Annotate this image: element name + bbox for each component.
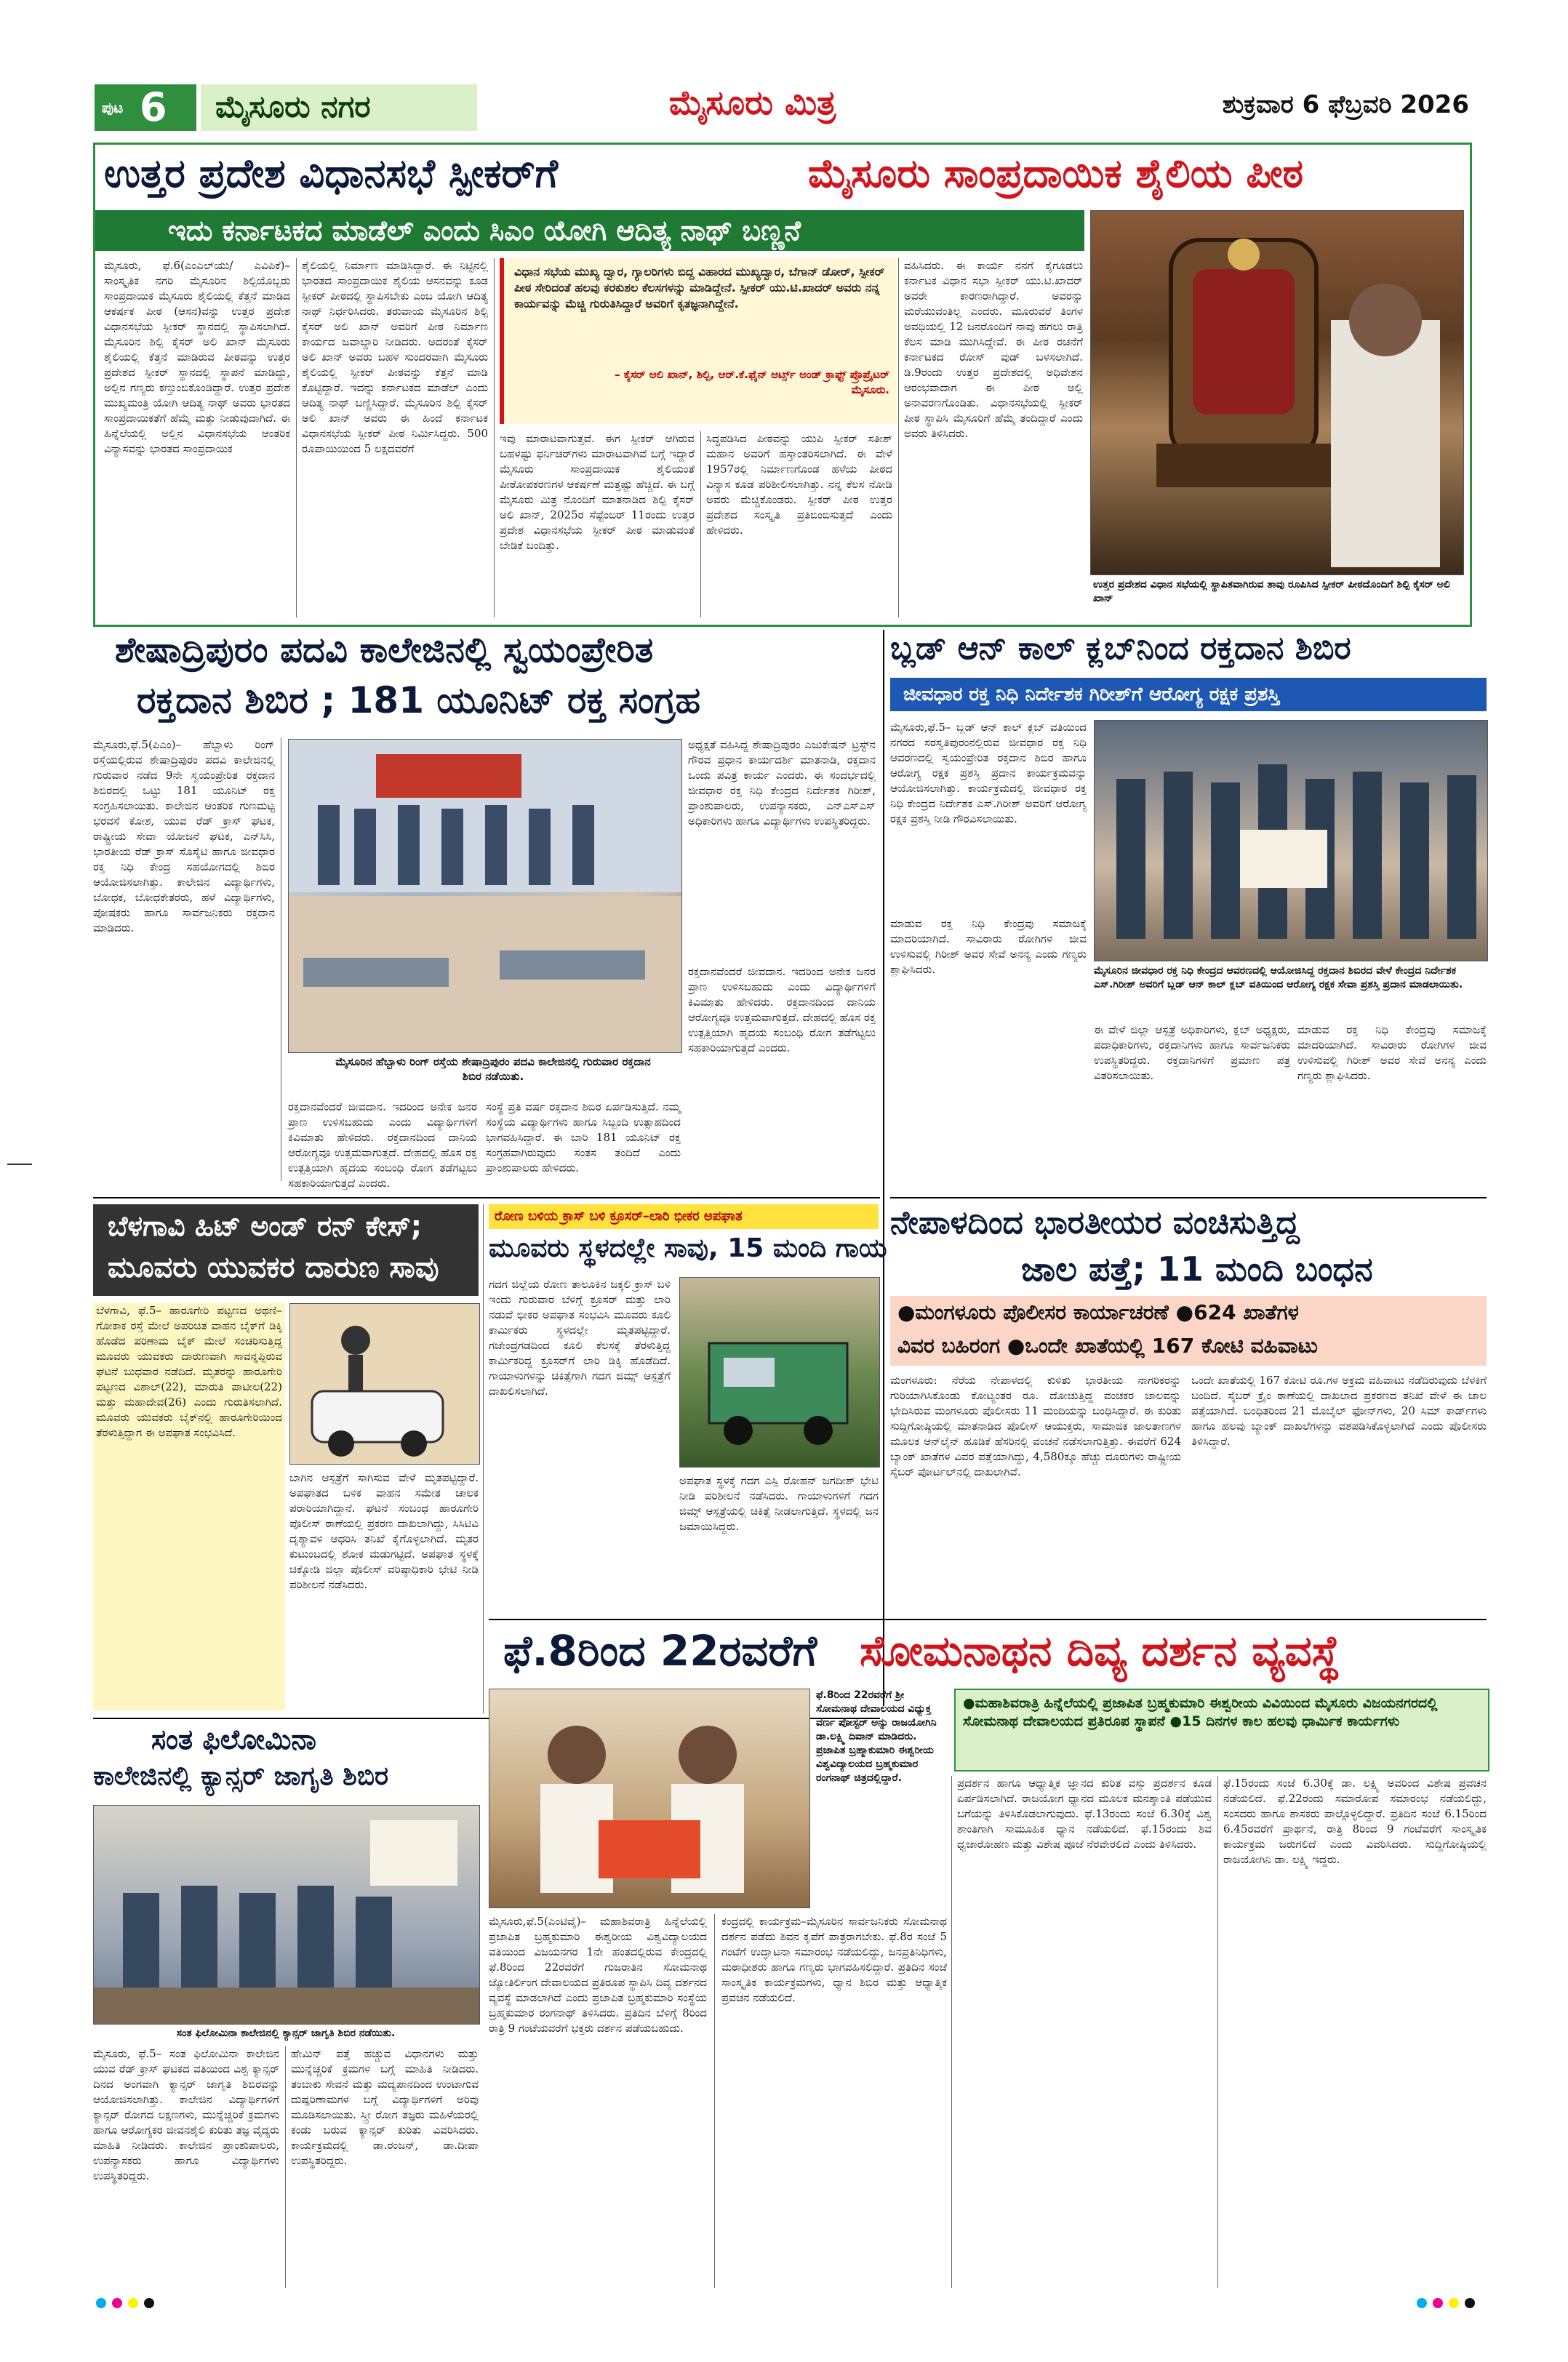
registration-marks-right	[1417, 2298, 1482, 2310]
page-number: 6	[140, 84, 167, 130]
philomena-story	[93, 1724, 479, 2291]
philomena-headline-1: ಸಂತ ಫಿಲೋಮಿನಾ	[151, 1724, 316, 1756]
blood-club-caption: ಮೈಸೂರಿನ ಜೀವಧಾರ ರಕ್ತ ನಿಧಿ ಕೇಂದ್ರದ ಆವರಣದಲ್ಲಿ ಆಯೋಜಿಸಿದ್ದ ರಕ್ತದಾನ ಶಿಬಿರದ ವೇಳೆ ಕೇಂದ್ರದ ನಿರ್ದೇಶಕ ಎಸ್.ಗಿರೀಶ್ ಅವರಿಗೆ ಬ್ಲಡ್ ಆನ್ ಕಾಲ್ ಕ್ಲಬ್ ವತಿಯಿಂದ ಆರೋಗ್ಯ ರಕ್ಷಕ ಸೇವಾ ಪ್ರಶಸ್ತಿ ಪ್ರದಾನ ಮಾಡಲಾಯಿತು.	[1094, 965, 1463, 990]
lead-col-2: ಶೈಲಿಯಲ್ಲಿ ನಿರ್ಮಾಣ ಮಾಡಿಸಿದ್ದಾರೆ. ಈ ನಿಟ್ಟಿನಲ್ಲಿ ಭಾರತದ ಸಾಂಪ್ರದಾಯಿಕ ಶೈಲಿಯ ಆಸನವನ್ನು ಕೂಡ ಸ್ಪೀಕರ್ ಪೀಠದಲ್ಲಿ ಸ್ಥಾಪಿಸಬೇಕು ಎಂಬ ಯೋಗಿ ಆದಿತ್ಯ ನಾಥ್ ನಿರ್ಧರಿಸಿದರು. ತರುವಾಯ ಮೈಸೂರಿನ ಶಿಲ್ಪಿ ಕೈಸರ್ ಅಲಿ ಖಾನ್ ಅವರಿಗೆ ಪೀಠ ನಿರ್ಮಾಣ ಕಾರ್ಯದ ಜವಾಬ್ದಾರಿ ನೀಡಿದರು. ಅದರಂತೆ ಕೈಸರ್ ಅಲಿ ಖಾನ್ ಅವರು ಬಹಳ ಸುಂದರವಾಗಿ ಮೈಸೂರು ಶೈಲಿಯಲ್ಲಿ ಸ್ಪೀಕರ್ ಪೀಠವನ್ನು ಕೆತ್ತನೆ ಮಾಡಿ ಕೊಟ್ಟಿದ್ದಾರೆ. ಇದನ್ನು ಕರ್ನಾಟಕದ ಮಾಡೆಲ್ ಎಂದು ಆದಿತ್ಯ ನಾಥ್ ಬಣ್ಣಿಸಿದ್ದಾರೆ. ಮೈಸೂರಿನ ಶಿಲ್ಪಿ ಕೈಸರ್ ಅಲಿ ಖಾನ್ ಅವರು ಈ ಹಿಂದೆ ಕರ್ನಾಟಕ ವಿಧಾನಸಭೆಯ ಸ್ಪೀಕರ್ ಪೀಠ ನಿರ್ಮಿಸಿದ್ದರು. 500 ರೂಪಾಯಿಯಿಂದ 5 ಲಕ್ಷದವರೆಗೆ	[302, 259, 488, 455]
blood-camp-story	[93, 630, 877, 1190]
column-rule	[700, 431, 701, 617]
cyan-dot	[96, 2298, 106, 2308]
blood-camp-headline-2: ರಕ್ತದಾನ ಶಿಬಿರ ; 181 ಯೂನಿಟ್ ರಕ್ತ ಸಂಗ್ರಹ	[137, 679, 701, 721]
column-rule	[483, 1204, 484, 1713]
magenta-dot	[112, 2298, 122, 2308]
lead-story	[93, 143, 1472, 627]
lorry-crash	[680, 1278, 879, 1467]
speaker-chair-photo	[1090, 210, 1464, 575]
lorry-photo-caption: ಅಪಘಾತ ಸ್ಥಳಕ್ಕೆ ಗದಗ ಎಸ್ಪಿ ರೋಹನ್ ಜಗದೀಶ್ ಭೇಟಿ ನೀಡಿ ಪರಿಶೀಲನೆ ನಡೆಸಿದರು. ಗಾಯಾಳುಗಳಿಗೆ ಗದಗ ಜಿಮ್ಸ್ ಆಸ್ಪತ್ರೆಯಲ್ಲಿ ಚಿಕಿತ್ಸೆ ನೀಡಲಾಗುತ್ತಿದೆ. ಸ್ಥಳದಲ್ಲಿ ಜನ ಜಮಾಯಿಸಿದ್ದರು.	[679, 1474, 879, 1533]
philomena-col-1: ಮೈಸೂರು, ಫೆ.5– ಸಂತ ಫಿಲೋಮಿನಾ ಕಾಲೇಜಿನ ಯುವ ರೆಡ್ ಕ್ರಾಸ್ ಘಟಕದ ವತಿಯಿಂದ ವಿಶ್ವ ಕ್ಯಾನ್ಸರ್ ದಿನದ ಅಂಗವಾಗಿ ಕ್ಯಾನ್ಸರ್ ಜಾಗೃತಿ ಶಿಬಿರವನ್ನು ಆಯೋಜಿಸಲಾಗಿತ್ತು. ಕಾಲೇಜಿನ ವಿದ್ಯಾರ್ಥಿಗಳಿಗೆ ಕ್ಯಾನ್ಸರ್ ರೋಗದ ಲಕ್ಷಣಗಳು, ಮುನ್ನೆಚ್ಚರಿಕೆ ಕ್ರಮಗಳು ಹಾಗೂ ಆರೋಗ್ಯಕರ ಜೀವನಶೈಲಿ ಕುರಿತು ತಜ್ಞ ವೈದ್ಯರು ಮಾಹಿತಿ ನೀಡಿದರು. ಕಾಲೇಜಿನ ಪ್ರಾಂಶುಪಾಲರು, ಉಪನ್ಯಾಸಕರು ಹಾಗೂ ವಿದ್ಯಾರ್ಥಿಗಳು ಉಪಸ್ಥಿತರಿದ್ದರು.	[93, 2047, 279, 2182]
nepal-bullets	[890, 1296, 1487, 1366]
registration-marks-left	[96, 2298, 161, 2310]
column-rule	[285, 2046, 286, 2288]
philomena-headline-2: ಕಾಲೇಜಿನಲ್ಲಿ ಕ್ಯಾನ್ಸರ್ ಜಾಗೃತಿ ಶಿಬಿರ	[93, 1761, 389, 1791]
lead-headline	[95, 145, 1470, 207]
blood-club-subhead-text: ಜೀವಧಾರ ರಕ್ತ ನಿಧಿ ನಿರ್ದೇಶಕ ಗಿರೀಶ್‌ಗೆ ಆರೋಗ್ಯ ರಕ್ಷಕ ಪ್ರಶಸ್ತಿ	[903, 684, 1280, 705]
section-label	[201, 84, 477, 131]
philomena-caption: ಸಂತ ಫಿಲೋಮಿನಾ ಕಾಲೇಜಿನಲ್ಲಿ ಕ್ಯಾನ್ಸರ್ ಜಾಗೃತಿ ಶಿಬಿರ ನಡೆಯಿತು.	[176, 2027, 396, 2039]
blood-camp-scene	[289, 740, 681, 1052]
paper-name: ಮೈಸೂರು ಮಿತ್ರ	[669, 83, 836, 122]
column-rule	[951, 1776, 952, 2288]
philomena-scene	[94, 1806, 479, 2024]
pull-quote-text: ವಿಧಾನ ಸಭೆಯ ಮುಖ್ಯ ದ್ವಾರ, ಗ್ಯಾಲರಿಗಳು ಬಿದ್ದ ವಿಹಾರದ ಮುಖ್ಯದ್ವಾರ, ಬೆಗಾನ್ ಡೋರ್, ಸ್ಪೀಕರ್ ಪೀಠ ಸೇರಿದಂತೆ ಹಲವು ಕರಕುಶಲ ಕೆಲಸಗಳನ್ನು ಮಾಡಿದ್ದೇನೆ. ಸ್ಪೀಕರ್ ಯು.ಟಿ.ಖಾದರ್ ಅವರು ನನ್ನ ಕಾರ್ಯವನ್ನು ಮೆಚ್ಚಿ ಗುರುತಿಸಿದ್ದಾರೆ ಅವರಿಗೆ ಕೃತಜ್ಞನಾಗಿದ್ದೇನೆ.	[514, 265, 885, 311]
masthead	[73, 81, 1491, 137]
lorry-tag	[489, 1204, 879, 1229]
column-rule	[898, 258, 899, 617]
page-number-box	[95, 84, 196, 131]
lead-col-1: ಮೈಸೂರು, ಫೆ.6(ಎಂಎಲ್‌ಯು/ ಎವಿಪಿಕೆ)– ಸಾಂಸ್ಕೃತಿಕ ನಗರಿ ಮೈಸೂರಿನ ಶಿಲ್ಪಿಯೊಬ್ಬರು ಸಾಂಪ್ರದಾಯಿಕ ಮೈಸೂರು ಶೈಲಿಯಲ್ಲಿ ಕೆತ್ತನೆ ಮಾಡಿದ ಆಕರ್ಷಕ ಪೀಠ (ಆಸನ)ವನ್ನು ಉತ್ತರ ಪ್ರದೇಶ ವಿಧಾನಸಭೆಯ ಸ್ಪೀಕರ್ ಸ್ಥಾನದಲ್ಲಿ ಸ್ಥಾಪಿಸಲಾಗಿದೆ. ಮೈಸೂರಿನ ಶಿಲ್ಪಿ ಕೈಸರ್ ಅಲಿ ಖಾನ್ ಮೈಸೂರು ಶೈಲಿಯಲ್ಲಿ ಕೆತ್ತನೆ ಮಾಡಿರುವ ಪೀಠವನ್ನು ಉತ್ತರ ಪ್ರದೇಶದ ಸ್ಪೀಕರ್ ಸ್ಥಾನದಲ್ಲಿ ಸ್ಥಾಪನೆ ಮಾಡಿದ್ದು, ಅಲ್ಲಿನ ಗಣ್ಯರು ಕಣ್ತುಂಬಿಕೊಂಡಿದ್ದಾರೆ. ಉತ್ತರ ಪ್ರದೇಶ ಮುಖ್ಯಮಂತ್ರಿ ಯೋಗಿ ಆದಿತ್ಯ ನಾಥ್ ಅವರು ಭಾರತದ ಸಾಂಪ್ರದಾಯಿಕತೆಗೆ ಹೆಮ್ಮೆ ಮತ್ತು ನೀಡುವುದಾಗಿದೆ. ಈ ಹಿನ್ನೆಲೆಯಲ್ಲಿ ಅಲ್ಲಿನ ವಿಧಾನಸಭೆಯ ಆಂತರಿಕ ವಿನ್ಯಾಸವನ್ನು ಭಾರತದ ಸಾಂಪ್ರದಾಯಿಕ	[104, 259, 290, 455]
nepal-story	[890, 1197, 1487, 1612]
philomena-col-2: ಹೇಮಿನ್ ಪತ್ತೆ ಹಚ್ಚುವ ವಿಧಾನಗಳು ಮತ್ತು ಮುನ್ನೆಚ್ಚರಿಕೆ ಕ್ರಮಗಳ ಬಗ್ಗೆ ಮಾಹಿತಿ ನೀಡಿದರು. ತಂಬಾಕು ಸೇವನೆ ಮತ್ತು ಮದ್ಯಪಾನದಿಂದ ಉಂಟಾಗುವ ದುಷ್ಪರಿಣಾಮಗಳ ಬಗ್ಗೆ ವಿದ್ಯಾರ್ಥಿಗಳಿಗೆ ಅರಿವು ಮೂಡಿಸಲಾಯಿತು. ಸ್ತ್ರೀ ರೋಗ ತಜ್ಞರು ಮಹಿಳೆಯರಲ್ಲಿ ಕಂಡು ಬರುವ ಕ್ಯಾನ್ಸರ್ ಕುರಿತು ವಿವರಿಸಿದರು. ಕಾರ್ಯಕ್ರಮದಲ್ಲಿ ಡಾ.ರಂಜನ್, ಡಾ.ದೀಪಾ ಉಪಸ್ಥಿತರಿದ್ದರು.	[291, 2047, 479, 2167]
belagavi-col-1: ಬೆಳಗಾವಿ, ಫೆ.5– ಹಾರೂಗೇರಿ ಪಟ್ಟಣದ ಅಥಣಿ–ಗೋಕಾಕ ರಸ್ತೆ ಮೇಲೆ ಅಪರಿಚಿತ ವಾಹನ ಬೈಕ್‌ಗೆ ಡಿಕ್ಕಿ ಹೊಡೆದ ಪರಿಣಾಮ ಬೈಕ್ ಮೇಲೆ ಸಂಚರಿಸುತ್ತಿದ್ದ ಮೂವರು ಯುವಕರು ದಾರುಣವಾಗಿ ಸಾವನ್ನಪ್ಪಿರುವ ಘಟನೆ ಬುಧವಾರ ನಡೆದಿದೆ. ಮೃತರನ್ನು ಹಾರೂಗೇರಿ ಪಟ್ಟಣದ ವಿಶಾಲ್(22), ಮಾರುತಿ ಪಾಟೀಲ(22) ಮತ್ತು ಮಹಾದೇವ(26) ಎಂದು ಗುರುತಿಸಲಾಗಿದೆ. ಮೂವರು ಯುವಕರು ಬೈಕ್‌ನಲ್ಲಿ ಹಾರೂಗೇರಿಯಿಂದ ತೆರಳುತ್ತಿದ್ದಾಗ ಈ ಅಪಘಾತ ಸಂಭವಿಸಿದೆ.	[93, 1303, 285, 1710]
issue-date: ಶುಕ್ರವಾರ 6 ಫೆಬ್ರವರಿ 2026	[1222, 90, 1469, 119]
speaker-chair-caption: ಉತ್ತರ ಪ್ರದೇಶದ ವಿಧಾನ ಸಭೆಯಲ್ಲಿ ಸ್ಥಾಪಿತವಾಗಿರುವ ತಾವು ರೂಪಿಸಿದ ಸ್ಪೀಕರ್ ಪೀಠದೊಂದಿಗೆ ಶಿಲ್ಪಿ ಕೈಸರ್ ಅಲಿ ಖಾನ್	[1093, 579, 1450, 604]
section-rule	[93, 1197, 880, 1198]
page-column-divider	[883, 630, 884, 1706]
nepal-headline-2: ಜಾಲ ಪತ್ತೆ; 11 ಮಂದಿ ಬಂಧನ	[1021, 1249, 1373, 1289]
belagavi-headline-1: ಬೆಳಗಾವಿ ಹಿಟ್ ಅಂಡ್ ರನ್ ಕೇಸ್;	[108, 1210, 423, 1242]
blood-club-col-1: ಮೈಸೂರು,ಫೆ.5– ಬ್ಲಡ್ ಆನ್ ಕಾಲ್ ಕ್ಲಬ್ ವತಿಯಿಂದ ನಗರದ ಸರಸ್ವತಿಪುರಂನಲ್ಲಿರುವ ಜೀವಧಾರ ರಕ್ತ ನಿಧಿ ಆವರಣದಲ್ಲಿ ಸ್ವಯಂಪ್ರೇರಿತ ರಕ್ತದಾನ ಶಿಬಿರ ಹಾಗೂ ಆರೋಗ್ಯ ರಕ್ಷಕ ಪ್ರಶಸ್ತಿ ಪ್ರದಾನ ಕಾರ್ಯಕ್ರಮವನ್ನು ಆಯೋಜಿಸಲಾಗಿತ್ತು. ಕಾರ್ಯಕ್ರಮದಲ್ಲಿ ಜೀವಧಾರ ರಕ್ತ ನಿಧಿ ಕೇಂದ್ರದ ನಿರ್ದೇಶಕ ಎಸ್.ಗಿರೀಶ್ ಅವರಿಗೆ ಆರೋಗ್ಯ ರಕ್ಷಕ ಪ್ರಶಸ್ತಿ ನೀಡಿ ಗೌರವಿಸಲಾಯಿತು.	[890, 721, 1087, 825]
lead-col-3: ಇವು ಮಾರಾಟವಾಗುತ್ತವೆ. ಈಗ ಸ್ಪೀಕರ್ ಆಗಿರುವ ಬಹಳಷ್ಟು ಫರ್ನಿಚರ್‌ಗಳು ಮಾರಾಟವಾಗಿವೆ ಬಗ್ಗೆ ಇದ್ದಾರೆ ಮೈಸೂರು ಸಾಂಪ್ರದಾಯಿಕ ಶೈಲಿಯಂತೆ ಪೀಠೋಪಕರಣಗಳ ಆಕರ್ಷಣೆ ಮತ್ತಷ್ಟು ಹೆಚ್ಚಿದೆ. ಈ ಬಗ್ಗೆ ಮೈಸೂರು ಮಿತ್ರ ನೊಂದಿಗೆ ಮಾತನಾಡಿದ ಶಿಲ್ಪಿ ಕೈಸರ್ ಅಲಿ ಖಾನ್, 2025ರ ಸೆಪ್ಟೆಂಬರ್ 11ರಂದು ಉತ್ತರ ಪ್ರದೇಶ ವಿಧಾನಸಭೆಯ ಸ್ಪೀಕರ್ ಪೀಠ ಮಾಡುವಂತೆ ಬೇಡಿಕೆ ಬಂದಿತ್ತು.	[500, 432, 695, 552]
blood-club-col-4: ಮಾಡುವ ರಕ್ತ ನಿಧಿ ಕೇಂದ್ರವು ಸಮಾಜಕ್ಕೆ ಮಾದರಿಯಾಗಿದೆ. ಸಾವಿರಾರು ರೋಗಿಗಳ ಜೀವ ಉಳಿಸುವಲ್ಲಿ ಗಿರೀಶ್ ಅವರ ಸೇವೆ ಅನನ್ಯ ಎಂದು ಗಣ್ಯರು ಶ್ಲಾಘಿಸಿದರು.	[1297, 1023, 1487, 1082]
nepal-headline-1: ನೇಪಾಳದಿಂದ ಭಾರತೀಯರ ವಂಚಿಸುತ್ತಿದ್ದ	[890, 1204, 1300, 1241]
press-meet-scene	[489, 1689, 809, 1907]
belagavi-headline-box	[93, 1204, 479, 1296]
blood-camp-photo	[288, 739, 682, 1053]
blood-camp-col-5: ರಕ್ತದಾನವೆಂದರೆ ಜೀವದಾನ. ಇದರಿಂದ ಅನೇಕ ಜನರ ಪ್ರಾಣ ಉಳಿಸಬಹುದು ಎಂದು ವಿದ್ಯಾರ್ಥಿಗಳಿಗೆ ಕಿವಿಮಾತು ಹೇಳಿದರು. ರಕ್ತದಾನದಿಂದ ದಾನಿಯ ಆರೋಗ್ಯವೂ ಉತ್ತಮವಾಗುತ್ತದೆ. ದೇಹದಲ್ಲಿ ಹೊಸ ರಕ್ತ ಉತ್ಪತ್ತಿಯಾಗಿ ಹೃದಯ ಸಂಬಂಧಿ ರೋಗ ತಡೆಗಟ್ಟಲು ಸಹಕಾರಿಯಾಗುತ್ತದೆ ಎಂದರು.	[688, 965, 876, 1054]
somanatha-tag	[954, 1689, 1489, 1772]
column-rule	[494, 258, 495, 617]
somanatha-col-2: ಕಂದ್ರದಲ್ಲಿ ಕಾರ್ಯಕ್ರಮ–ಮೈಸೂರಿನ ಸಾರ್ವಜನಿಕರು ಸೋಮನಾಥ ದರ್ಶನ ಪಡೆದು ಶಿವನ ಕೃಪೆಗೆ ಪಾತ್ರರಾಗಬೇಕು. ಫೆ.8ರ ಸಂಜೆ 5 ಗಂಟೆಗೆ ಉದ್ಘಾಟನಾ ಸಮಾರಂಭ ನಡೆಯಲಿದ್ದು, ಜನಪ್ರತಿನಿಧಿಗಳು, ಮಠಾಧೀಶರು ಹಾಗೂ ಗಣ್ಯರು ಭಾಗವಹಿಸಲಿದ್ದಾರೆ. ಪ್ರತಿದಿನ ಸಂಜೆ ಸಾಂಸ್ಕೃತಿಕ ಕಾರ್ಯಕ್ರಮಗಳು, ಧ್ಯಾನ ಶಿಬಿರ ಮತ್ತು ಆಧ್ಯಾತ್ಮಿಕ ಪ್ರವಚನ ನಡೆಯಲಿದೆ.	[721, 1915, 947, 2004]
chair-illustration	[1091, 211, 1463, 575]
section-rule	[489, 1619, 1487, 1620]
lorry-photo	[679, 1277, 880, 1468]
column-rule	[714, 1914, 715, 2288]
lead-headline-part1: ಉತ್ತರ ಪ್ರದೇಶ ವಿಧಾನಸಭೆ ಸ್ಪೀಕರ್‌ಗೆ	[104, 151, 558, 196]
belagavi-col-2: ಬಾಗಿನ ಆಸ್ಪತ್ರೆಗೆ ಸಾಗಿಸುವ ವೇಳೆ ಮೃತಪಟ್ಟಿದ್ದಾರೆ. ಅಪಘಾತದ ಬಳಿಕ ವಾಹನ ಸಮೇತ ಚಾಲಕ ಪರಾರಿಯಾಗಿದ್ದಾನೆ. ಘಟನೆ ಸಂಬಂಧ ಹಾರೂಗೇರಿ ಪೊಲೀಸ್ ಠಾಣೆಯಲ್ಲಿ ಪ್ರಕರಣ ದಾಖಲಾಗಿದ್ದು, ಸಿಸಿಟಿವಿ ದೃಶ್ಯಾವಳಿ ಆಧರಿಸಿ ತನಿಖೆ ಕೈಗೊಳ್ಳಲಾಗಿದೆ. ಮೃತರ ಕುಟುಂಬದಲ್ಲಿ ಶೋಕ ಮಡುಗಟ್ಟಿದೆ. ಅಪಘಾತ ಸ್ಥಳಕ್ಕೆ ಚಿಕ್ಕೋಡಿ ಜಿಲ್ಲಾ ಪೊಲೀಸ್ ವರಿಷ್ಠಾಧಿಕಾರಿ ಭೇಟಿ ನೀಡಿ ಪರಿಶೀಲನೆ ನಡೆಸಿದರು.	[289, 1471, 479, 1591]
blood-club-group	[1095, 721, 1487, 961]
black-dot	[1465, 2298, 1475, 2308]
somanatha-headline-part1: ಫೆ.8ರಿಂದ 22ರವರೆಗೆ	[503, 1626, 817, 1676]
magenta-dot	[1433, 2298, 1443, 2308]
blood-camp-headline-1: ಶೇಷಾದ್ರಿಪುರಂ ಪದವಿ ಕಾಲೇಜಿನಲ್ಲಿ ಸ್ವಯಂಪ್ರೇರಿತ	[115, 630, 654, 670]
pull-quote	[500, 258, 897, 424]
yellow-dot	[128, 2298, 138, 2308]
pull-quote-author: – ಕೈಸರ್ ಅಲಿ ಖಾನ್, ಶಿಲ್ಪಿ, ಆರ್.ಕೆ.ಫೈನ್ ಆರ್ಟ್ಸ್ ಅಂಡ್ ಕ್ರಾಫ್ಟ್ ಪ್ರೊಪ್ರೈಟರ್ ಮೈಸೂರು.	[615, 368, 889, 396]
lead-col-5: ವಹಿಸಿದರು. ಈ ಕಾರ್ಯ ನನಗೆ ಕೈಗೂಡಲು ಕರ್ನಾಟಕ ವಿಧಾನ ಸಭಾ ಸ್ಪೀಕರ್ ಯು.ಟಿ.ಖಾದರ್ ಅವರೇ ಕಾರಣರಾಗಿದ್ದಾರೆ. ಅವರನ್ನು ಮರೆಯುವಂತಿಲ್ಲ ಎಂದರು. ಮೂರುವರೆ ತಿಂಗಳ ಅವಧಿಯಲ್ಲಿ 12 ಜನರೊಂದಿಗೆ ನಾವು ಹಗಲು ರಾತ್ರಿ ಕೆಲಸ ಮಾಡಿ ಮುಗಿಸಿದ್ದೇವೆ. ಈ ಪೀಠ ರಚನೆಗೆ ಕರ್ನಾಟಕದ ರೋಸ್ ವುಡ್ ಬಳಸಲಾಗಿದೆ. ಡಿ.9ರಂದು ಉತ್ತರ ಪ್ರದೇಶದಲ್ಲಿ ಅಧಿವೇಶನ ಆರಂಭವಾದಾಗ ಈ ಪೀಠ ಅಲ್ಲಿ ಅನಾವರಣಗೊಂಡಿತು. ವಿಧಾನಸಭೆಯಲ್ಲಿ ಸ್ಪೀಕರ್ ಪೀಠ ಸ್ಥಾಪಿಸಿ ಮೈಸೂರಿಗೆ ಹೆಮ್ಮೆ ತಂದಿದ್ದಾರೆ ಎಂದು ಅವರು ತಿಳಿಸಿದರು.	[904, 259, 1083, 440]
somanatha-photo	[489, 1689, 810, 1908]
lead-subhead	[95, 210, 1084, 251]
lead-headline-part2: ಮೈಸೂರು ಸಾಂಪ್ರದಾಯಿಕ ಶೈಲಿಯ ಪೀಠ	[808, 151, 1304, 196]
blood-club-story	[890, 630, 1487, 1190]
black-dot	[144, 2298, 154, 2308]
somanatha-headline	[489, 1626, 1487, 1684]
somanatha-photo-caption: ಫೆ.8ರಿಂದ 22ರವರೆಗೆ ಶ್ರೀ ಸೋಮನಾಥ ದೇವಾಲಯದ ವಿಧ್ಯುಕ್ತ ವರ್ಣ ಪೋಸ್ಟರ್ ಅನ್ನು ರಾಜಯೋಗಿನಿ ಡಾ.ಲಕ್ಷ್ಮಿ ದಿವಾನ್ ಮಾಡಿದರು. ಪ್ರಜಾಪಿತ ಬ್ರಹ್ಮಾಕುಮಾರಿ ಈಶ್ವರೀಯ ವಿಶ್ವವಿದ್ಯಾಲಯದ ಬ್ರಹ್ಮಕುಮಾರ ರಂಗನಾಥ್ ಚಿತ್ರದಲ್ಲಿದ್ದಾರೆ.	[816, 1689, 937, 1784]
column-rule	[1217, 1776, 1218, 2288]
yellow-dot	[1449, 2298, 1459, 2308]
philomena-photo	[93, 1805, 480, 2025]
somanatha-headline-part2: ಸೋಮನಾಥನ ದಿವ್ಯ ದರ್ಶನ ವ್ಯವಸ್ಥೆ	[860, 1626, 1340, 1676]
lead-subhead-text: ಇದು ಕರ್ನಾಟಕದ ಮಾಡೆಲ್ ಎಂದು ಸಿಎಂ ಯೋಗಿ ಆದಿತ್ಯ ನಾಥ್ ಬಣ್ಣನೆ	[168, 215, 801, 247]
belagavi-accident-illustration	[289, 1303, 480, 1465]
page-label: ಪುಟ	[102, 99, 124, 116]
blood-club-col-2: ಮಾಡುವ ರಕ್ತ ನಿಧಿ ಕೇಂದ್ರವು ಸಮಾಜಕ್ಕೆ ಮಾದರಿಯಾಗಿದೆ. ಸಾವಿರಾರು ರೋಗಿಗಳ ಜೀವ ಉಳಿಸುವಲ್ಲಿ ಗಿರೀಶ್ ಅವರ ಸೇವೆ ಅನನ್ಯ ಎಂದು ಗಣ್ಯರು ಶ್ಲಾಘಿಸಿದರು.	[890, 917, 1087, 976]
somanatha-col-1: ಮೈಸೂರು,ಫೆ.5(ಎಂಟಿವೈ)– ಮಹಾಶಿವರಾತ್ರಿ ಹಿನ್ನೆಲೆಯಲ್ಲಿ ಪ್ರಜಾಪಿತ ಬ್ರಹ್ಮಕುಮಾರಿ ಈಶ್ವರೀಯ ವಿಶ್ವವಿದ್ಯಾಲಯದ ವತಿಯಿಂದ ವಿಜಯನಗರ 1ನೇ ಹಂತದಲ್ಲಿರುವ ಕೇಂದ್ರದಲ್ಲಿ ಫೆ.8ರಿಂದ 22ರವರೆಗೆ ಗುಜರಾತಿನ ಸೋಮನಾಥ ಜ್ಯೋತಿರ್ಲಿಂಗ ದೇವಾಲಯದ ಪ್ರತಿರೂಪ ಸ್ಥಾಪಿಸಿ ದಿವ್ಯ ದರ್ಶನದ ವ್ಯವಸ್ಥೆ ಮಾಡಲಾಗಿದೆ ಎಂದು ಪ್ರಜಾಪಿತ ಬ್ರಹ್ಮಕುಮಾರಿ ಸಂಸ್ಥೆಯ ಬ್ರಹ್ಮಕುಮಾರ ರಂಗನಾಥ್ ತಿಳಿಸಿದರು. ಪ್ರತಿದಿನ ಬೆಳಿಗ್ಗೆ 8ರಿಂದ ರಾತ್ರಿ 9 ಗಂಟೆಯವರೆಗೆ ಭಕ್ತರು ದರ್ಶನ ಪಡೆಯಬಹುದು.	[489, 1915, 707, 2035]
section-rule	[890, 1197, 1487, 1198]
lead-col-4: ಸಿದ್ಧಪಡಿಸಿದ ಪೀಠವನ್ನು ಯುಪಿ ಸ್ಪೀಕರ್ ಸತೀಶ್ ಮಹಾನ ಅವರಿಗೆ ಹಸ್ತಾಂತರಿಸಲಾಗಿದೆ. ಈ ವೇಳೆ 1957ರಲ್ಲಿ ನಿರ್ಮಾಣಗೊಂಡ ಹಳೆಯ ಪೀಠದ ವಿನ್ಯಾಸ ಕೂಡ ಪರಿಶೀಲಿಸಲಾಗಿತ್ತು. ನನ್ನ ಕೆಲಸ ನೋಡಿ ಅವರು ಮೆಚ್ಚಿಕೊಂಡರು. ಸ್ಪೀಕರ್ ಪೀಠ ಉತ್ತರ ಪ್ರದೇಶದ ಸಂಸ್ಕೃತಿ ಪ್ರತಿಬಿಂಬಿಸುತ್ತದೆ ಎಂದು ಹೇಳಿದರು.	[706, 432, 892, 537]
lorry-headline: ಮೂವರು ಸ್ಥಳದಲ್ಲೇ ಸಾವು, 15 ಮಂದಿ ಗಾಯ	[489, 1233, 887, 1263]
blood-club-subhead	[890, 678, 1487, 711]
blood-camp-col-1: ಮೈಸೂರು,ಫೆ.5(ಪಿಎಂ)– ಹೆಬ್ಬಾಳು ರಿಂಗ್ ರಸ್ತೆಯಲ್ಲಿರುವ ಶೇಷಾದ್ರಿಪುರಂ ಪದವಿ ಕಾಲೇಜಿನಲ್ಲಿ ಗುರುವಾರ ನಡೆದ 9ನೇ ಸ್ವಯಂಪ್ರೇರಿತ ರಕ್ತದಾನ ಶಿಬಿರದಲ್ಲಿ ಒಟ್ಟು 181 ಯೂನಿಟ್ ರಕ್ತ ಸಂಗ್ರಹಿಸಲಾಯಿತು. ಕಾಲೇಜಿನ ಆಂತರಿಕ ಗುಣಮಟ್ಟ ಭರವಸೆ ಕೋಶ, ಯುವ ರೆಡ್ ಕ್ರಾಸ್ ಘಟಕ, ರಾಷ್ಟ್ರೀಯ ಸೇವಾ ಯೋಜನೆ ಘಟಕ, ಎನ್‌ಸಿಸಿ, ಭಾರತೀಯ ರೆಡ್ ಕ್ರಾಸ್ ಸೊಸೈಟಿ ಹಾಗೂ ಜೀವಧಾರ ರಕ್ತ ನಿಧಿ ಕೇಂದ್ರ ಸಹಯೋಗದಲ್ಲಿ ಶಿಬಿರ ಆಯೋಜಿಸಲಾಗಿತ್ತು. ಕಾಲೇಜಿನ ವಿದ್ಯಾರ್ಥಿಗಳು, ಬೋಧಕ, ಬೋಧಕೇತರರು, ಹಳೆ ವಿದ್ಯಾರ್ಥಿಗಳು, ಪೋಷಕರು ಹಾಗೂ ಸಾರ್ವಜನಿಕರು ರಕ್ತದಾನ ಮಾಡಿದರು.	[93, 738, 275, 934]
nepal-col-1: ಮಂಗಳೂರು: ನೆರೆಯ ನೇಪಾಳದಲ್ಲಿ ಕುಳಿತು ಭಾರತೀಯ ನಾಗರಿಕರನ್ನು ಗುರಿಯಾಗಿಸಿಕೊಂಡು ಕೋಟ್ಯಂತರ ರೂ. ದೋಚುತ್ತಿದ್ದ ವಂಚಕರ ಜಾಲವನ್ನು ಭೇದಿಸಿರುವ ಮಂಗಳೂರು ಪೊಲೀಸರು 11 ಮಂದಿಯನ್ನು ಬಂಧಿಸಿದ್ದಾರೆ. ಈ ಕುರಿತು ಸುದ್ದಿಗೋಷ್ಠಿಯಲ್ಲಿ ಮಾತನಾಡಿದ ಪೊಲೀಸ್ ಆಯುಕ್ತರು, ಸಾಮಾಜಿಕ ಜಾಲತಾಣಗಳ ಮೂಲಕ ಆನ್‌ಲೈನ್ ಹೂಡಿಕೆ ಹೆಸರಿನಲ್ಲಿ ವಂಚನೆ ನಡೆಸಲಾಗುತ್ತಿತ್ತು. ಈವರೆಗೆ 624 ಬ್ಯಾಂಕ್ ಖಾತೆಗಳ ವಿವರ ಪತ್ತೆಯಾಗಿದ್ದು, 4,580ಕ್ಕೂ ಹೆಚ್ಚು ದೂರುಗಳು ರಾಷ್ಟ್ರೀಯ ಸೈಬರ್ ಪೋರ್ಟಲ್‌ನಲ್ಲಿ ದಾಖಲಾಗಿವೆ.	[890, 1374, 1181, 1478]
somanatha-col-3: ಪ್ರದರ್ಶನ ಹಾಗೂ ಆಧ್ಯಾತ್ಮಿಕ ಜ್ಞಾನದ ಕುರಿತ ವಸ್ತು ಪ್ರದರ್ಶನ ಕೂಡ ಏರ್ಪಡಿಸಲಾಗಿದೆ. ರಾಜಯೋಗ ಧ್ಯಾನದ ಮೂಲಕ ಮನಶ್ಶಾಂತಿ ಪಡೆಯುವ ಬಗೆಯನ್ನು ತಿಳಿಸಿಕೊಡಲಾಗುವುದು. ಫೆ.13ರಂದು ಸಂಜೆ 6.30ಕ್ಕೆ ವಿಶ್ವ ಶಾಂತಿಗಾಗಿ ಸಾಮೂಹಿಕ ಧ್ಯಾನ ನಡೆಯಲಿದೆ. ಫೆ.15ರಂದು ಶಿವ ಧ್ವಜಾರೋಹಣ ಮತ್ತು ವಿಶೇಷ ಪೂಜೆ ನೆರವೇರಲಿದೆ ಎಂದು ತಿಳಿಸಿದರು.	[957, 1777, 1212, 1851]
blood-club-photo	[1094, 720, 1488, 961]
belagavi-headline-2: ಮೂವರು ಯುವಕರ ದಾರುಣ ಸಾವು	[108, 1251, 439, 1284]
somanatha-col-4: ಫೆ.15ರಂದು ಸಂಜೆ 6.30ಕ್ಕೆ ಡಾ. ಲಕ್ಷ್ಮಿ ಅವರಿಂದ ವಿಶೇಷ ಪ್ರವಚನ ನಡೆಯಲಿದೆ. ಫೆ.22ರಂದು ಸಮಾರೋಪ ಸಮಾರಂಭ ನಡೆಯಲಿದ್ದು, ಸಂಸದರು ಹಾಗೂ ಶಾಸಕರು ಪಾಲ್ಗೊಳ್ಳಲಿದ್ದಾರೆ. ಪ್ರತಿದಿನ ಸಂಜೆ 6.15ರಿಂದ 6.45ರವರೆಗೆ ಪ್ರಾರ್ಥನೆ, ರಾತ್ರಿ 8ರಿಂದ 9 ಗಂಟೆವರೆಗೆ ಸಾಂಸ್ಕೃತಿಕ ಕಾರ್ಯಕ್ರಮ ಜರುಗಲಿದೆ ಎಂದು ವಿವರಿಸಿದರು. ಸುದ್ದಿಗೋಷ್ಠಿಯಲ್ಲಿ ರಾಜಯೋಗಿನಿ ಡಾ. ಲಕ್ಷ್ಮಿ ಇದ್ದರು.	[1223, 1777, 1487, 1866]
lorry-col-1: ಗದಗ ಜಿಲ್ಲೆಯ ರೋಣ ತಾಲೂಕಿನ ಜಕ್ಕಲಿ ಕ್ರಾಸ್ ಬಳಿ ಇಂದು ಗುರುವಾರ ಬೆಳಿಗ್ಗೆ ಕ್ರೂಸರ್ ಮತ್ತು ಲಾರಿ ನಡುವೆ ಭೀಕರ ಅಪಘಾತ ಸಂಭವಿಸಿ ಮೂವರು ಕೂಲಿ ಕಾರ್ಮಿಕರು ಸ್ಥಳದಲ್ಲೇ ಮೃತಪಟ್ಟಿದ್ದಾರೆ. ಗಜೇಂದ್ರಗಡದಿಂದ ಕೂಲಿ ಕೆಲಸಕ್ಕೆ ತೆರಳುತ್ತಿದ್ದ ಕಾರ್ಮಿಕರಿದ್ದ ಕ್ರೂಸರ್‌ಗೆ ಲಾರಿ ಡಿಕ್ಕಿ ಹೊಡೆದಿದೆ. ಗಾಯಾಳುಗಳನ್ನು ಚಿಕಿತ್ಸೆಗಾಗಿ ಗದಗ ಜಿಮ್ಸ್ ಆಸ್ಪತ್ರೆಗೆ ದಾಖಲಿಸಲಾಗಿದೆ.	[489, 1278, 671, 1398]
lorry-tag-text: ರೋಣ ಬಳಿಯ ಕ್ರಾಸ್ ಬಳಿ ಕ್ರೂಸರ್–ಲಾರಿ ಭೀಕರ ಅಪಘಾತ	[495, 1209, 743, 1224]
section-title: ಮೈಸೂರು ನಗರ	[215, 89, 371, 124]
blood-club-col-3: ಈ ವೇಳೆ ಜಿಲ್ಲಾ ಆಸ್ಪತ್ರೆ ಅಧಿಕಾರಿಗಳು, ಕ್ಲಬ್ ಅಧ್ಯಕ್ಷರು, ಪದಾಧಿಕಾರಿಗಳು, ರಕ್ತದಾನಿಗಳು ಹಾಗೂ ಸಾರ್ವಜನಿಕರು ಉಪಸ್ಥಿತರಿದ್ದರು. ರಕ್ತದಾನಿಗಳಿಗೆ ಪ್ರಮಾಣ ಪತ್ರ ವಿತರಿಸಲಾಯಿತು.	[1094, 1023, 1290, 1082]
belagavi-story	[93, 1204, 479, 1713]
nepal-bullet-1: ●ಮಂಗಳೂರು ಪೊಲೀಸರ ಕಾರ್ಯಾಚರಣೆ ●624 ಖಾತೆಗಳ	[897, 1300, 1299, 1324]
blood-camp-col-2: ರಕ್ತದಾನವೆಂದರೆ ಜೀವದಾನ. ಇದರಿಂದ ಅನೇಕ ಜನರ ಪ್ರಾಣ ಉಳಿಸಬಹುದು ಎಂದು ವಿದ್ಯಾರ್ಥಿಗಳಿಗೆ ಕಿವಿಮಾತು ಹೇಳಿದರು. ರಕ್ತದಾನದಿಂದ ದಾನಿಯ ಆರೋಗ್ಯವೂ ಉತ್ತಮವಾಗುತ್ತದೆ. ದೇಹದಲ್ಲಿ ಹೊಸ ರಕ್ತ ಉತ್ಪತ್ತಿಯಾಗಿ ಹೃದಯ ಸಂಬಂಧಿ ರೋಗ ತಡೆಗಟ್ಟಲು ಸಹಕಾರಿಯಾಗುತ್ತದೆ ಎಂದರು.	[288, 1100, 477, 1190]
cyan-dot	[1417, 2298, 1427, 2308]
blood-camp-caption: ಮೈಸೂರಿನ ಹೆಬ್ಬಾಳು ರಿಂಗ್ ರಸ್ತೆಯ ಶೇಷಾದ್ರಿಪುರಂ ಪದವಿ ಕಾಲೇಜಿನಲ್ಲಿ ಗುರುವಾರ ರಕ್ತದಾನ ಶಿಬಿರ ನಡೆಯಿತು.	[335, 1055, 651, 1083]
column-rule	[296, 258, 297, 617]
nepal-col-2: ಒಂದೇ ಖಾತೆಯಲ್ಲಿ 167 ಕೋಟಿ ರೂ.ಗಳ ಅಕ್ರಮ ವಹಿವಾಟು ನಡೆದಿರುವುದು ಬೆಳಕಿಗೆ ಬಂದಿದೆ. ಸೈಬರ್ ಕ್ರೈಂ ಠಾಣೆಯಲ್ಲಿ ದಾಖಲಾದ ಪ್ರಕರಣದ ತನಿಖೆ ವೇಳೆ ಈ ಜಾಲ ಪತ್ತೆಯಾಗಿದೆ. ಬಂಧಿತರಿಂದ 21 ಮೊಬೈಲ್ ಫೋನ್‌ಗಳು, 20 ಸಿಮ್ ಕಾರ್ಡ್‌ಗಳು ಹಾಗೂ ಹಲವು ಬ್ಯಾಂಕ್ ದಾಖಲೆಗಳನ್ನು ವಶಪಡಿಸಿಕೊಳ್ಳಲಾಗಿದೆ ಎಂದು ಪೊಲೀಸರು ತಿಳಿಸಿದ್ದಾರೆ.	[1191, 1374, 1487, 1448]
crop-mark	[7, 1164, 32, 1165]
blood-club-headline: ಬ್ಲಡ್ ಆನ್ ಕಾಲ್ ಕ್ಲಬ್‌ನಿಂದ ರಕ್ತದಾನ ಶಿಬಿರ	[890, 630, 1351, 667]
blood-camp-col-3: ಸಂಸ್ಥೆ ಪ್ರತಿ ವರ್ಷ ರಕ್ತದಾನ ಶಿಬಿರ ಏರ್ಪಡಿಸುತ್ತಿದೆ. ನಮ್ಮ ಸಂಸ್ಥೆಯ ವಿದ್ಯಾರ್ಥಿಗಳು ಹಾಗೂ ಸಿಬ್ಬಂದಿ ಉತ್ಸಾಹದಿಂದ ಭಾಗವಹಿಸಿದ್ದಾರೆ. ಈ ಬಾರಿ 181 ಯೂನಿಟ್ ರಕ್ತ ಸಂಗ್ರಹವಾಗಿರುವುದು ಸಂತಸ ತಂದಿದೆ ಎಂದು ಪ್ರಾಂಶುಪಾಲರು ಹೇಳಿದರು.	[486, 1100, 681, 1174]
blood-camp-col-4: ಅಧ್ಯಕ್ಷತೆ ವಹಿಸಿದ್ದ ಶೇಷಾದ್ರಿಪುರಂ ಎಜುಕೇಷನ್ ಟ್ರಸ್ಟ್‌ನ ಗೌರವ ಪ್ರಧಾನ ಕಾರ್ಯದರ್ಶಿ ಮಾತನಾಡಿ, ರಕ್ತದಾನ ಒಂದು ಪವಿತ್ರ ಕಾರ್ಯ ಎಂದರು. ಈ ಸಂದರ್ಭದಲ್ಲಿ ಜೀವಧಾರ ರಕ್ತ ನಿಧಿ ಕೇಂದ್ರದ ನಿರ್ದೇಶಕ ಗಿರೀಶ್, ಪ್ರಾಂಶುಪಾಲರು, ಉಪನ್ಯಾಸಕರು, ಎನ್‌ಎಸ್‌ಎಸ್ ಅಧಿಕಾರಿಗಳು ಹಾಗೂ ವಿದ್ಯಾರ್ಥಿಗಳು ಉಪಸ್ಥಿತರಿದ್ದರು.	[688, 738, 876, 828]
somanatha-story	[489, 1619, 1487, 2291]
hit-and-run-graphic	[290, 1304, 479, 1464]
nepal-bullet-2: ವಿವರ ಬಹಿರಂಗ ●ಒಂದೇ ಖಾತೆಯಲ್ಲಿ 167 ಕೋಟಿ ವಹಿವಾಟು	[897, 1334, 1318, 1358]
somanatha-tag-text: ●ಮಹಾಶಿವರಾತ್ರಿ ಹಿನ್ನೆಲೆಯಲ್ಲಿ ಪ್ರಜಾಪಿತ ಬ್ರಹ್ಮಕುಮಾರಿ ಈಶ್ವರೀಯ ವಿವಿಯಿಂದ ಮೈಸೂರು ವಿಜಯನಗರದಲ್ಲಿ ಸೋಮನಾಥ ದೇವಾಲಯದ ಪ್ರತಿರೂಪ ಸ್ಥಾಪನೆ ●15 ದಿನಗಳ ಕಾಲ ಹಲವು ಧಾರ್ಮಿಕ ಕಾರ್ಯಗಳು	[963, 1695, 1438, 1729]
